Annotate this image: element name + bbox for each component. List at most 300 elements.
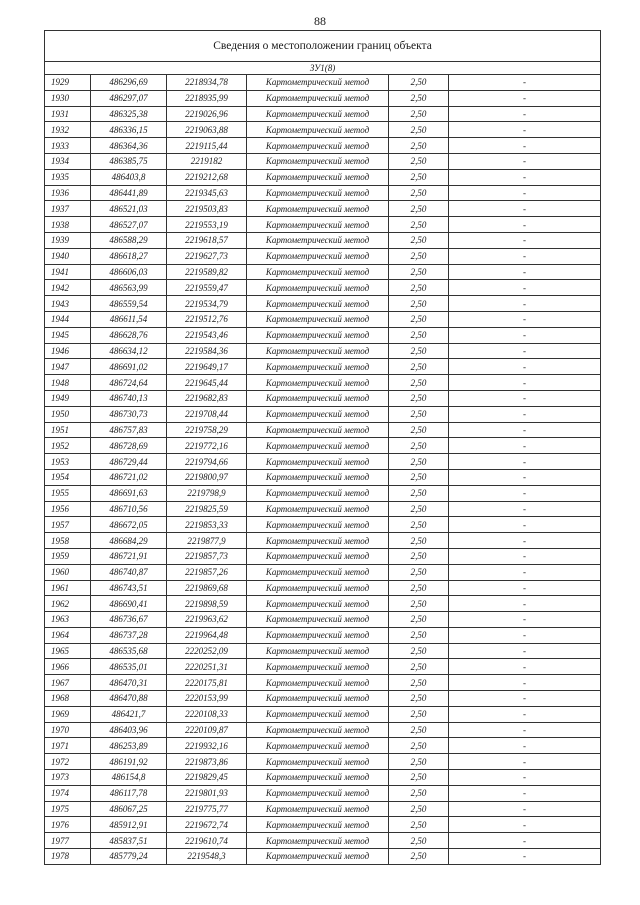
precision-cell: 2,50 — [389, 691, 449, 707]
x-coordinate-cell: 486470,88 — [91, 691, 167, 707]
y-coordinate-cell: 2219898,59 — [167, 596, 247, 612]
description-cell: - — [449, 770, 601, 786]
description-cell: - — [449, 643, 601, 659]
point-number-cell: 1941 — [45, 264, 91, 280]
precision-cell: 2,50 — [389, 627, 449, 643]
table-row — [45, 185, 601, 201]
precision-cell: 2,50 — [389, 169, 449, 185]
precision-cell: 2,50 — [389, 469, 449, 485]
y-coordinate-cell: 2219877,9 — [167, 533, 247, 549]
description-cell: - — [449, 501, 601, 517]
table-row — [45, 722, 601, 738]
precision-cell: 2,50 — [389, 548, 449, 564]
y-coordinate-cell: 2219873,86 — [167, 754, 247, 770]
x-coordinate-cell: 486297,07 — [91, 90, 167, 106]
precision-cell: 2,50 — [389, 185, 449, 201]
precision-cell: 2,50 — [389, 438, 449, 454]
point-number-cell: 1960 — [45, 564, 91, 580]
point-number-cell: 1934 — [45, 153, 91, 169]
table-row — [45, 627, 601, 643]
point-number-cell: 1957 — [45, 517, 91, 533]
point-number-cell: 1962 — [45, 596, 91, 612]
point-number-cell: 1973 — [45, 770, 91, 786]
description-cell: - — [449, 106, 601, 122]
precision-cell: 2,50 — [389, 406, 449, 422]
method-cell: Картометрический метод — [247, 659, 389, 675]
description-cell: - — [449, 454, 601, 470]
precision-cell: 2,50 — [389, 754, 449, 770]
y-coordinate-cell: 2220109,87 — [167, 722, 247, 738]
x-coordinate-cell: 486724,64 — [91, 375, 167, 391]
precision-cell: 2,50 — [389, 122, 449, 138]
y-coordinate-cell: 2219645,44 — [167, 375, 247, 391]
method-cell: Картометрический метод — [247, 785, 389, 801]
method-cell: Картометрический метод — [247, 627, 389, 643]
precision-cell: 2,50 — [389, 722, 449, 738]
table-row — [45, 438, 601, 454]
precision-cell: 2,50 — [389, 801, 449, 817]
x-coordinate-cell: 486710,56 — [91, 501, 167, 517]
y-coordinate-cell: 2219869,68 — [167, 580, 247, 596]
description-cell: - — [449, 738, 601, 754]
table-row — [45, 327, 601, 343]
description-cell: - — [449, 406, 601, 422]
method-cell: Картометрический метод — [247, 106, 389, 122]
description-cell: - — [449, 201, 601, 217]
x-coordinate-cell: 486691,63 — [91, 485, 167, 501]
y-coordinate-cell: 2219932,16 — [167, 738, 247, 754]
method-cell: Картометрический метод — [247, 375, 389, 391]
table-row — [45, 359, 601, 375]
table-row — [45, 122, 601, 138]
y-coordinate-cell: 2220251,31 — [167, 659, 247, 675]
x-coordinate-cell: 486535,68 — [91, 643, 167, 659]
method-cell: Картометрический метод — [247, 390, 389, 406]
method-cell: Картометрический метод — [247, 501, 389, 517]
y-coordinate-cell: 2219553,19 — [167, 217, 247, 233]
point-number-cell: 1953 — [45, 454, 91, 470]
precision-cell: 2,50 — [389, 201, 449, 217]
table-row — [45, 217, 601, 233]
table-row — [45, 454, 601, 470]
description-cell: - — [449, 153, 601, 169]
precision-cell: 2,50 — [389, 296, 449, 312]
description-cell: - — [449, 327, 601, 343]
table-row — [45, 390, 601, 406]
table-row — [45, 675, 601, 691]
point-number-cell: 1933 — [45, 138, 91, 154]
y-coordinate-cell: 2219708,44 — [167, 406, 247, 422]
description-cell: - — [449, 627, 601, 643]
y-coordinate-cell: 2219825,59 — [167, 501, 247, 517]
description-cell: - — [449, 422, 601, 438]
method-cell: Картометрический метод — [247, 217, 389, 233]
description-cell: - — [449, 343, 601, 359]
point-number-cell: 1955 — [45, 485, 91, 501]
method-cell: Картометрический метод — [247, 564, 389, 580]
y-coordinate-cell: 2220252,09 — [167, 643, 247, 659]
method-cell: Картометрический метод — [247, 754, 389, 770]
precision-cell: 2,50 — [389, 343, 449, 359]
description-cell: - — [449, 706, 601, 722]
table-row — [45, 280, 601, 296]
point-number-cell: 1971 — [45, 738, 91, 754]
description-cell: - — [449, 90, 601, 106]
method-cell: Картометрический метод — [247, 580, 389, 596]
precision-cell: 2,50 — [389, 770, 449, 786]
point-number-cell: 1931 — [45, 106, 91, 122]
precision-cell: 2,50 — [389, 106, 449, 122]
table-row — [45, 548, 601, 564]
method-cell: Картометрический метод — [247, 248, 389, 264]
description-cell: - — [449, 659, 601, 675]
precision-cell: 2,50 — [389, 138, 449, 154]
y-coordinate-cell: 2219543,46 — [167, 327, 247, 343]
point-number-cell: 1950 — [45, 406, 91, 422]
table-row — [45, 754, 601, 770]
x-coordinate-cell: 486296,69 — [91, 75, 167, 91]
section-label: ЗУ1(8) — [45, 62, 601, 75]
y-coordinate-cell: 2219801,93 — [167, 785, 247, 801]
y-coordinate-cell: 2219610,74 — [167, 833, 247, 849]
table-row — [45, 232, 601, 248]
description-cell: - — [449, 612, 601, 628]
method-cell: Картометрический метод — [247, 169, 389, 185]
method-cell: Картометрический метод — [247, 201, 389, 217]
x-coordinate-cell: 486441,89 — [91, 185, 167, 201]
method-cell: Картометрический метод — [247, 327, 389, 343]
precision-cell: 2,50 — [389, 675, 449, 691]
method-cell: Картометрический метод — [247, 280, 389, 296]
method-cell: Картометрический метод — [247, 438, 389, 454]
x-coordinate-cell: 486403,96 — [91, 722, 167, 738]
method-cell: Картометрический метод — [247, 612, 389, 628]
precision-cell: 2,50 — [389, 849, 449, 865]
description-cell: - — [449, 580, 601, 596]
description-cell: - — [449, 564, 601, 580]
y-coordinate-cell: 2220153,99 — [167, 691, 247, 707]
method-cell: Картометрический метод — [247, 770, 389, 786]
table-row — [45, 612, 601, 628]
x-coordinate-cell: 486728,69 — [91, 438, 167, 454]
precision-cell: 2,50 — [389, 75, 449, 91]
method-cell: Картометрический метод — [247, 454, 389, 470]
precision-cell: 2,50 — [389, 580, 449, 596]
point-number-cell: 1949 — [45, 390, 91, 406]
point-number-cell: 1940 — [45, 248, 91, 264]
y-coordinate-cell: 2218935,99 — [167, 90, 247, 106]
y-coordinate-cell: 2219964,48 — [167, 627, 247, 643]
y-coordinate-cell: 2219548,3 — [167, 849, 247, 865]
x-coordinate-cell: 486737,28 — [91, 627, 167, 643]
table-row — [45, 153, 601, 169]
point-number-cell: 1946 — [45, 343, 91, 359]
table-row — [45, 517, 601, 533]
method-cell: Картометрический метод — [247, 722, 389, 738]
point-number-cell: 1938 — [45, 217, 91, 233]
method-cell: Картометрический метод — [247, 691, 389, 707]
description-cell: - — [449, 675, 601, 691]
description-cell: - — [449, 359, 601, 375]
point-number-cell: 1954 — [45, 469, 91, 485]
precision-cell: 2,50 — [389, 706, 449, 722]
boundary-coordinates-table — [44, 30, 601, 865]
point-number-cell: 1932 — [45, 122, 91, 138]
table-row — [45, 580, 601, 596]
y-coordinate-cell: 2219963,62 — [167, 612, 247, 628]
precision-cell: 2,50 — [389, 153, 449, 169]
point-number-cell: 1966 — [45, 659, 91, 675]
description-cell: - — [449, 296, 601, 312]
method-cell: Картометрический метод — [247, 485, 389, 501]
table-row — [45, 422, 601, 438]
precision-cell: 2,50 — [389, 90, 449, 106]
method-cell: Картометрический метод — [247, 422, 389, 438]
method-cell: Картометрический метод — [247, 738, 389, 754]
y-coordinate-cell: 2219853,33 — [167, 517, 247, 533]
point-number-cell: 1978 — [45, 849, 91, 865]
y-coordinate-cell: 2218934,78 — [167, 75, 247, 91]
y-coordinate-cell: 2219182 — [167, 153, 247, 169]
point-number-cell: 1951 — [45, 422, 91, 438]
description-cell: - — [449, 785, 601, 801]
description-cell: - — [449, 469, 601, 485]
precision-cell: 2,50 — [389, 612, 449, 628]
method-cell: Картометрический метод — [247, 517, 389, 533]
precision-cell: 2,50 — [389, 217, 449, 233]
precision-cell: 2,50 — [389, 501, 449, 517]
method-cell: Картометрический метод — [247, 817, 389, 833]
page-number: 88 — [314, 14, 326, 28]
precision-cell: 2,50 — [389, 738, 449, 754]
point-number-cell: 1943 — [45, 296, 91, 312]
point-number-cell: 1963 — [45, 612, 91, 628]
y-coordinate-cell: 2219534,79 — [167, 296, 247, 312]
method-cell: Картометрический метод — [247, 596, 389, 612]
y-coordinate-cell: 2219345,63 — [167, 185, 247, 201]
table-row — [45, 738, 601, 754]
precision-cell: 2,50 — [389, 422, 449, 438]
table-row — [45, 343, 601, 359]
description-cell: - — [449, 138, 601, 154]
precision-cell: 2,50 — [389, 596, 449, 612]
method-cell: Картометрический метод — [247, 849, 389, 865]
y-coordinate-cell: 2219503,83 — [167, 201, 247, 217]
precision-cell: 2,50 — [389, 485, 449, 501]
x-coordinate-cell: 486588,29 — [91, 232, 167, 248]
point-number-cell: 1935 — [45, 169, 91, 185]
y-coordinate-cell: 2219026,96 — [167, 106, 247, 122]
x-coordinate-cell: 486721,91 — [91, 548, 167, 564]
precision-cell: 2,50 — [389, 248, 449, 264]
point-number-cell: 1969 — [45, 706, 91, 722]
table-row — [45, 248, 601, 264]
method-cell: Картометрический метод — [247, 311, 389, 327]
x-coordinate-cell: 486559,54 — [91, 296, 167, 312]
x-coordinate-cell: 486618,27 — [91, 248, 167, 264]
y-coordinate-cell: 2219682,83 — [167, 390, 247, 406]
method-cell: Картометрический метод — [247, 533, 389, 549]
method-cell: Картометрический метод — [247, 801, 389, 817]
table-row — [45, 817, 601, 833]
precision-cell: 2,50 — [389, 533, 449, 549]
x-coordinate-cell: 486191,92 — [91, 754, 167, 770]
precision-cell: 2,50 — [389, 390, 449, 406]
x-coordinate-cell: 486521,03 — [91, 201, 167, 217]
method-cell: Картометрический метод — [247, 706, 389, 722]
method-cell: Картометрический метод — [247, 122, 389, 138]
precision-cell: 2,50 — [389, 517, 449, 533]
y-coordinate-cell: 2220175,81 — [167, 675, 247, 691]
y-coordinate-cell: 2219584,36 — [167, 343, 247, 359]
description-cell: - — [449, 438, 601, 454]
description-cell: - — [449, 548, 601, 564]
table-row — [45, 264, 601, 280]
x-coordinate-cell: 486067,25 — [91, 801, 167, 817]
precision-cell: 2,50 — [389, 327, 449, 343]
table-row — [45, 833, 601, 849]
precision-cell: 2,50 — [389, 833, 449, 849]
precision-cell: 2,50 — [389, 454, 449, 470]
table-row — [45, 596, 601, 612]
table-row — [45, 691, 601, 707]
table-row — [45, 485, 601, 501]
section-row — [45, 62, 601, 75]
x-coordinate-cell: 486385,75 — [91, 153, 167, 169]
point-number-cell: 1976 — [45, 817, 91, 833]
y-coordinate-cell: 2219115,44 — [167, 138, 247, 154]
x-coordinate-cell: 486421,7 — [91, 706, 167, 722]
point-number-cell: 1952 — [45, 438, 91, 454]
x-coordinate-cell: 486684,29 — [91, 533, 167, 549]
description-cell: - — [449, 517, 601, 533]
y-coordinate-cell: 2219794,66 — [167, 454, 247, 470]
table-row — [45, 311, 601, 327]
point-number-cell: 1964 — [45, 627, 91, 643]
table-row — [45, 469, 601, 485]
x-coordinate-cell: 486757,83 — [91, 422, 167, 438]
method-cell: Картометрический метод — [247, 232, 389, 248]
y-coordinate-cell: 2219649,17 — [167, 359, 247, 375]
description-cell: - — [449, 533, 601, 549]
table-row — [45, 785, 601, 801]
point-number-cell: 1961 — [45, 580, 91, 596]
point-number-cell: 1972 — [45, 754, 91, 770]
method-cell: Картометрический метод — [247, 359, 389, 375]
description-cell: - — [449, 264, 601, 280]
point-number-cell: 1937 — [45, 201, 91, 217]
precision-cell: 2,50 — [389, 280, 449, 296]
x-coordinate-cell: 486730,73 — [91, 406, 167, 422]
method-cell: Картометрический метод — [247, 296, 389, 312]
precision-cell: 2,50 — [389, 785, 449, 801]
x-coordinate-cell: 486606,03 — [91, 264, 167, 280]
point-number-cell: 1929 — [45, 75, 91, 91]
x-coordinate-cell: 485779,24 — [91, 849, 167, 865]
point-number-cell: 1959 — [45, 548, 91, 564]
point-number-cell: 1936 — [45, 185, 91, 201]
method-cell: Картометрический метод — [247, 548, 389, 564]
point-number-cell: 1967 — [45, 675, 91, 691]
table-title-row — [45, 31, 601, 62]
point-number-cell: 1947 — [45, 359, 91, 375]
method-cell: Картометрический метод — [247, 643, 389, 659]
table-row — [45, 406, 601, 422]
table-row — [45, 75, 601, 91]
x-coordinate-cell: 486117,78 — [91, 785, 167, 801]
method-cell: Картометрический метод — [247, 75, 389, 91]
x-coordinate-cell: 486690,41 — [91, 596, 167, 612]
description-cell: - — [449, 596, 601, 612]
method-cell: Картометрический метод — [247, 138, 389, 154]
point-number-cell: 1968 — [45, 691, 91, 707]
y-coordinate-cell: 2220108,33 — [167, 706, 247, 722]
description-cell: - — [449, 754, 601, 770]
y-coordinate-cell: 2219758,29 — [167, 422, 247, 438]
description-cell: - — [449, 232, 601, 248]
x-coordinate-cell: 486743,51 — [91, 580, 167, 596]
table-title: Сведения о местоположении границ объекта — [45, 31, 601, 62]
method-cell: Картометрический метод — [247, 264, 389, 280]
point-number-cell: 1944 — [45, 311, 91, 327]
precision-cell: 2,50 — [389, 659, 449, 675]
point-number-cell: 1970 — [45, 722, 91, 738]
description-cell: - — [449, 801, 601, 817]
precision-cell: 2,50 — [389, 264, 449, 280]
table-row — [45, 201, 601, 217]
table-row — [45, 90, 601, 106]
y-coordinate-cell: 2219775,77 — [167, 801, 247, 817]
point-number-cell: 1930 — [45, 90, 91, 106]
method-cell: Картометрический метод — [247, 833, 389, 849]
x-coordinate-cell: 485912,91 — [91, 817, 167, 833]
y-coordinate-cell: 2219589,82 — [167, 264, 247, 280]
description-cell: - — [449, 485, 601, 501]
x-coordinate-cell: 486325,38 — [91, 106, 167, 122]
x-coordinate-cell: 486403,8 — [91, 169, 167, 185]
y-coordinate-cell: 2219212,68 — [167, 169, 247, 185]
description-cell: - — [449, 849, 601, 865]
table-row — [45, 801, 601, 817]
description-cell: - — [449, 691, 601, 707]
description-cell: - — [449, 390, 601, 406]
description-cell: - — [449, 311, 601, 327]
method-cell: Картометрический метод — [247, 90, 389, 106]
x-coordinate-cell: 486154,8 — [91, 770, 167, 786]
x-coordinate-cell: 486736,67 — [91, 612, 167, 628]
description-cell: - — [449, 75, 601, 91]
x-coordinate-cell: 486729,44 — [91, 454, 167, 470]
y-coordinate-cell: 2219829,45 — [167, 770, 247, 786]
table-row — [45, 849, 601, 865]
y-coordinate-cell: 2219857,73 — [167, 548, 247, 564]
point-number-cell: 1958 — [45, 533, 91, 549]
description-cell: - — [449, 722, 601, 738]
point-number-cell: 1974 — [45, 785, 91, 801]
y-coordinate-cell: 2219627,73 — [167, 248, 247, 264]
point-number-cell: 1939 — [45, 232, 91, 248]
table-row — [45, 659, 601, 675]
description-cell: - — [449, 817, 601, 833]
x-coordinate-cell: 486527,07 — [91, 217, 167, 233]
point-number-cell: 1975 — [45, 801, 91, 817]
table-row — [45, 643, 601, 659]
method-cell: Картометрический метод — [247, 343, 389, 359]
y-coordinate-cell: 2219798,9 — [167, 485, 247, 501]
y-coordinate-cell: 2219512,76 — [167, 311, 247, 327]
description-cell: - — [449, 217, 601, 233]
description-cell: - — [449, 248, 601, 264]
